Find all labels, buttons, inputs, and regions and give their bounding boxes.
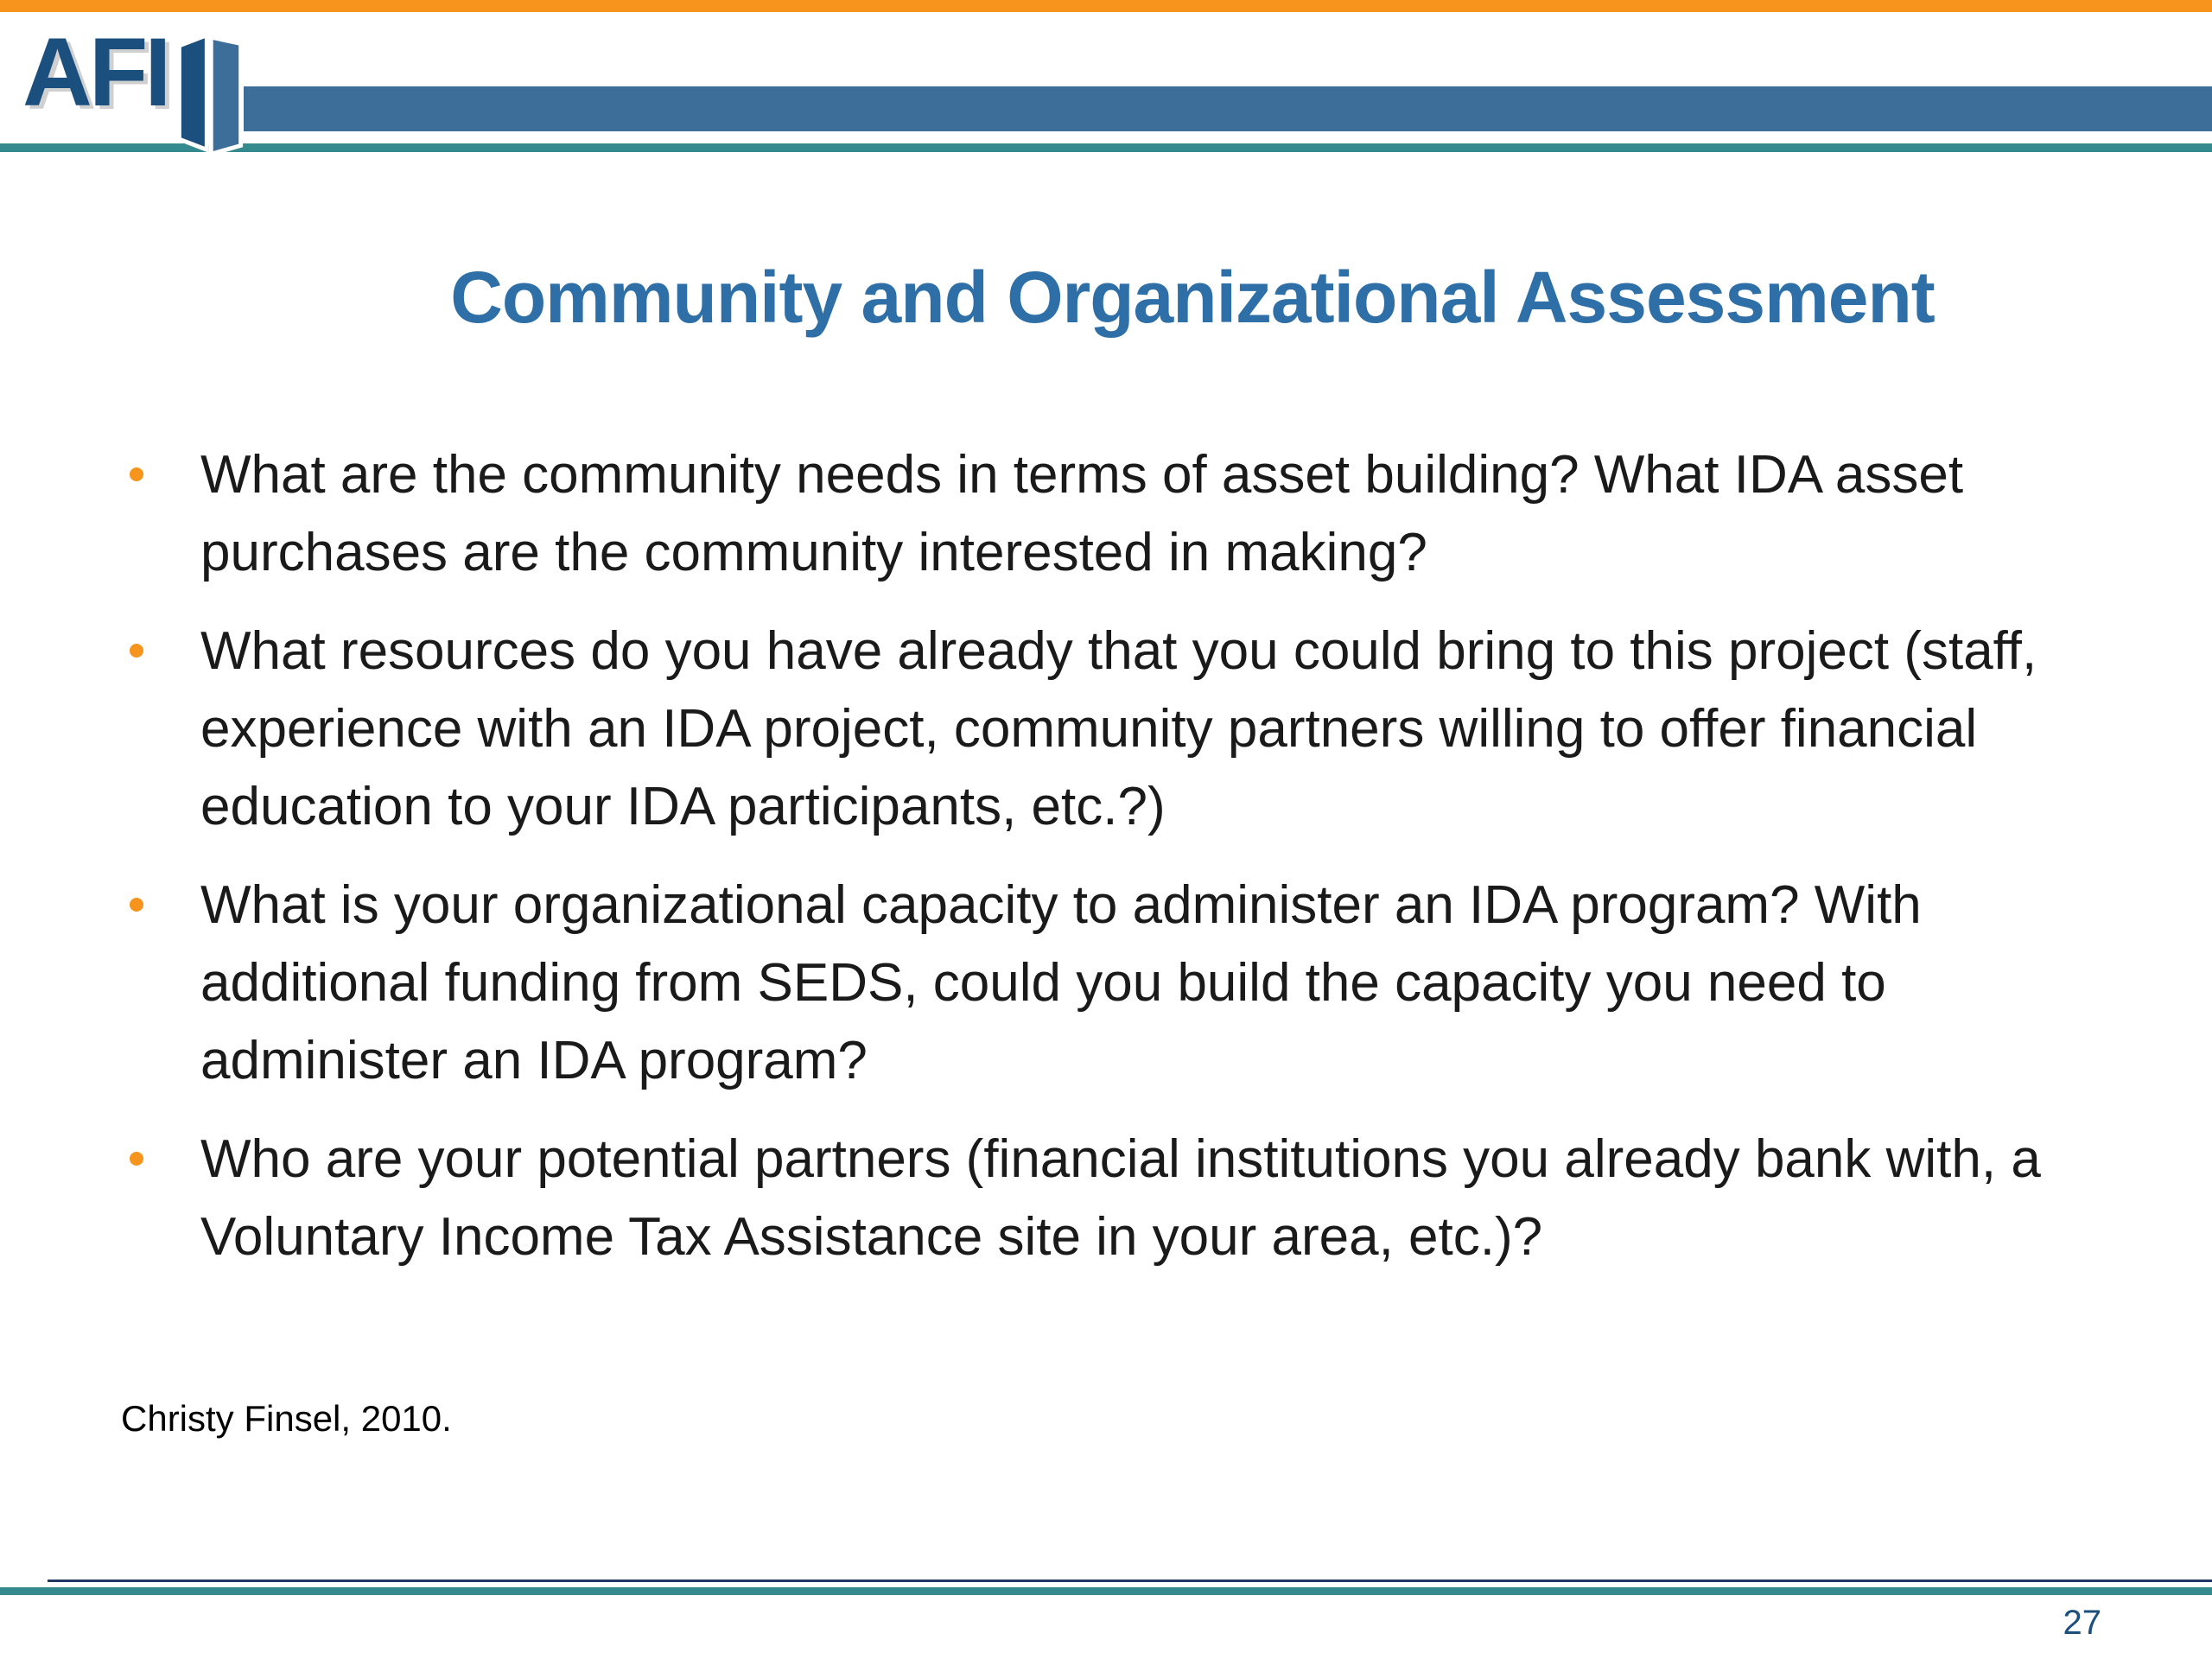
citation-text: Christy Finsel, 2010. — [121, 1398, 452, 1439]
bullet-icon — [130, 1152, 143, 1166]
bullet-text: What is your organizational capacity to administer an IDA program? With additional funding from SEDS, could you build the capacity you need to administer an IDA program? — [200, 875, 1922, 1090]
bullet-text: What are the community needs in terms of asset building? What IDA asset purchases are the community interested in making? — [200, 445, 1964, 582]
bullet-list — [128, 436, 2089, 1297]
bullet-icon — [130, 467, 143, 481]
header-blue-bar — [244, 86, 2212, 131]
header-teal-line — [0, 143, 2212, 152]
footer-rule-dark — [48, 1580, 2212, 1582]
bullet-icon — [130, 644, 143, 658]
bullet-item — [128, 1121, 2089, 1276]
open-door-icon — [173, 29, 247, 160]
bullet-text: Who are your potential partners (financial institutions you already bank with, a Voluntary Income Tax Assistance site in your area, etc.)? — [200, 1129, 2041, 1267]
page-number: 27 — [2063, 1604, 2101, 1642]
bullet-item — [128, 436, 2089, 592]
footer-rule-teal — [0, 1587, 2212, 1595]
bullet-text: What resources do you have already that you could bring to this project (staff, experience with an IDA project, community partners willing to offer financial education to your IDA participants, etc.?) — [200, 621, 2037, 836]
afi-logo — [22, 18, 247, 160]
afi-logo-text: AFI — [22, 18, 168, 126]
top-orange-bar — [0, 0, 2212, 12]
bullet-icon — [130, 898, 143, 912]
bullet-item — [128, 867, 2089, 1100]
slide-title: Community and Organizational Assessment — [450, 257, 1935, 338]
bullet-item — [128, 613, 2089, 846]
